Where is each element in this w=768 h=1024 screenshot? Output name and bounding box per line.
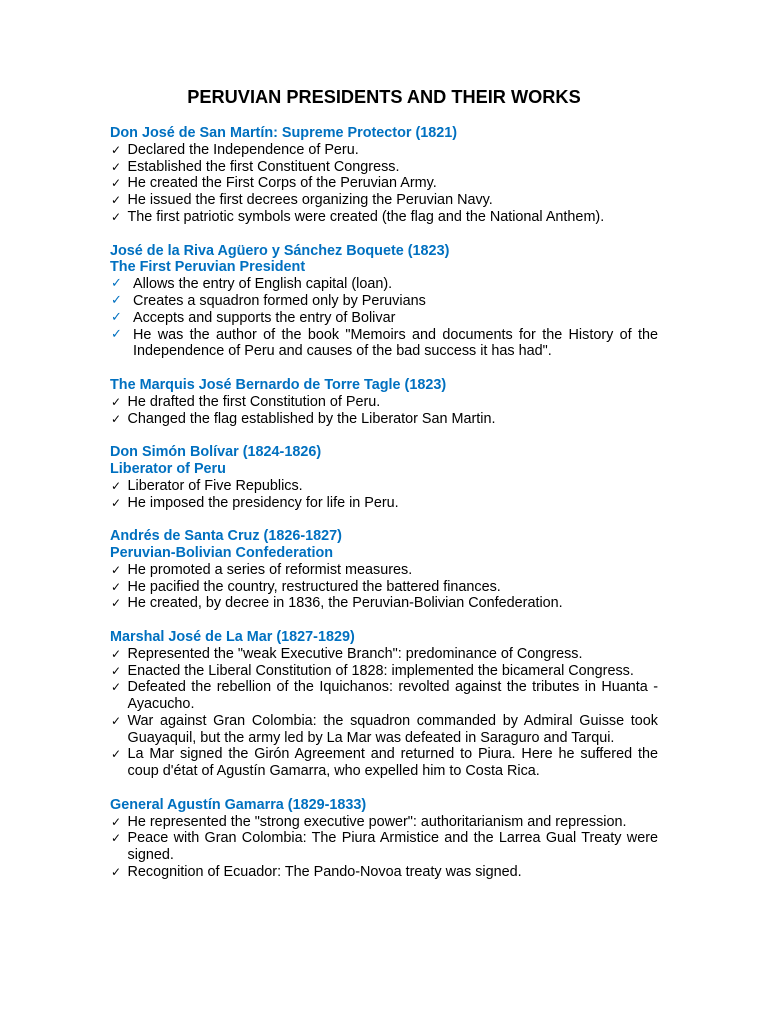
- checkmark-icon: ✓: [111, 831, 122, 846]
- list-item: [110, 562, 658, 579]
- achievement-list: [110, 142, 658, 226]
- section-san-martin: [110, 125, 658, 226]
- checkmark-icon: ✓: [111, 159, 122, 174]
- checkmark-icon: ✓: [111, 478, 122, 493]
- list-item: [110, 579, 658, 596]
- list-item: [110, 310, 658, 327]
- list-item-text: Represented the "weak Executive Branch": predominance of Congress.: [127, 645, 583, 662]
- list-item-text: Changed the flag established by the Liberator San Martin.: [127, 410, 496, 427]
- document-title: PERUVIAN PRESIDENTS AND THEIR WORKS: [187, 87, 581, 107]
- checkmark-icon: ✓: [111, 747, 122, 762]
- section-heading: Andrés de Santa Cruz (1826-1827): [110, 528, 342, 545]
- checkmark-icon: ✓: [111, 309, 122, 325]
- section-torre-tagle: [110, 377, 658, 427]
- list-item: [110, 276, 658, 293]
- list-item-text: The first patriotic symbols were created (the flag and the National Anthem).: [127, 208, 605, 225]
- list-item: [110, 159, 658, 176]
- checkmark-icon: ✓: [111, 193, 122, 208]
- list-item: [110, 327, 658, 361]
- checkmark-icon: ✓: [111, 663, 122, 678]
- achievement-list: [110, 814, 658, 881]
- checkmark-icon: ✓: [111, 276, 122, 292]
- list-item-text: Recognition of Ecuador: The Pando-Novoa treaty was signed.: [127, 864, 522, 881]
- list-item-text: Allows the entry of English capital (loan).: [133, 276, 393, 293]
- list-item-text: He created, by decree in 1836, the Peruvian-Bolivian Confederation.: [127, 595, 563, 612]
- checkmark-icon: ✓: [111, 713, 122, 728]
- checkmark-icon: ✓: [111, 680, 122, 695]
- list-item-text: Liberator of Five Republics.: [127, 477, 303, 494]
- list-item-text: He was the author of the book "Memoirs and documents for the History of the Independence of Peru and causes of the bad success it has had".: [133, 326, 658, 360]
- list-item: [110, 864, 658, 881]
- section-gamarra: [110, 797, 658, 881]
- section-heading: The Marquis José Bernardo de Torre Tagle (1823): [110, 376, 447, 393]
- list-item: [110, 830, 658, 864]
- checkmark-icon: ✓: [111, 865, 122, 880]
- list-item-text: La Mar signed the Girón Agreement and returned to Piura. Here he suffered the coup d'état of Agustín Gamarra, who expelled him to Costa Rica.: [127, 746, 658, 780]
- list-item-text: Established the first Constituent Congress.: [127, 158, 400, 175]
- section-heading: Don José de San Martín: Supreme Protector (1821): [110, 125, 458, 141]
- list-item-text: He created the First Corps of the Peruvian Army.: [127, 175, 437, 192]
- list-item: [110, 713, 658, 747]
- section-heading: Don Simón Bolívar (1824-1826): [110, 444, 322, 461]
- list-item: [110, 175, 658, 192]
- checkmark-icon: ✓: [111, 326, 122, 342]
- checkmark-icon: ✓: [111, 646, 122, 661]
- list-item: [110, 478, 658, 495]
- section-la-mar: [110, 629, 658, 780]
- list-item: [110, 209, 658, 226]
- checkmark-icon: ✓: [111, 562, 122, 577]
- list-item-text: Peace with Gran Colombia: The Piura Armistice and the Larrea Gual Treaty were signed.: [127, 830, 658, 864]
- list-item-text: He promoted a series of reformist measures.: [127, 561, 413, 578]
- list-item: [110, 411, 658, 428]
- list-item-text: He pacified the country, restructured the battered finances.: [127, 578, 501, 595]
- section-santa-cruz: [110, 528, 658, 612]
- section-heading: José de la Riva Agüero y Sánchez Boquete (1823): [110, 242, 450, 259]
- list-item-text: Accepts and supports the entry of Bolivar: [133, 309, 396, 326]
- checkmark-icon: ✓: [111, 394, 122, 409]
- section-heading: General Agustín Gamarra (1829-1833): [110, 796, 367, 813]
- list-item-text: He issued the first decrees organizing the Peruvian Navy.: [127, 192, 493, 209]
- achievement-list: [110, 276, 658, 360]
- section-heading: Marshal José de La Mar (1827-1829): [110, 628, 355, 645]
- section-bolivar: [110, 444, 658, 511]
- checkmark-icon: ✓: [111, 495, 122, 510]
- president-sections: [110, 125, 658, 881]
- checkmark-icon: ✓: [111, 596, 122, 611]
- list-item: [110, 495, 658, 512]
- checkmark-icon: ✓: [111, 292, 122, 308]
- list-item-text: Defeated the rebellion of the Iquichanos: revolted against the tributes in Huanta -Ayacucho.: [127, 679, 658, 713]
- list-item-text: He imposed the presidency for life in Peru.: [127, 494, 399, 511]
- section-subheading: Peruvian-Bolivian Confederation: [110, 544, 334, 561]
- list-item-text: Creates a squadron formed only by Peruvians: [133, 292, 426, 309]
- list-item: [110, 679, 658, 713]
- list-item-text: He represented the "strong executive power": authoritarianism and repression.: [127, 813, 627, 830]
- list-item: [110, 192, 658, 209]
- checkmark-icon: ✓: [111, 814, 122, 829]
- checkmark-icon: ✓: [111, 209, 122, 224]
- list-item-text: Enacted the Liberal Constitution of 1828: implemented the bicameral Congress.: [127, 662, 634, 679]
- achievement-list: [110, 478, 658, 512]
- section-subheading: Liberator of Peru: [110, 460, 226, 477]
- section-riva-aguero: [110, 243, 658, 361]
- list-item: [110, 394, 658, 411]
- list-item-text: Declared the Independence of Peru.: [127, 141, 359, 158]
- checkmark-icon: ✓: [111, 579, 122, 594]
- list-item: [110, 814, 658, 831]
- list-item: [110, 746, 658, 780]
- achievement-list: [110, 562, 658, 612]
- list-item-text: He drafted the first Constitution of Peru.: [127, 393, 381, 410]
- list-item: [110, 595, 658, 612]
- checkmark-icon: ✓: [111, 142, 122, 157]
- checkmark-icon: ✓: [111, 411, 122, 426]
- list-item: [110, 142, 658, 159]
- achievement-list: [110, 646, 658, 780]
- list-item: [110, 646, 658, 663]
- checkmark-icon: ✓: [111, 176, 122, 191]
- list-item: [110, 663, 658, 680]
- section-subheading: The First Peruvian President: [110, 259, 306, 276]
- list-item-text: War against Gran Colombia: the squadron commanded by Admiral Guisse took Guayaquil, but the army led by La Mar was defeated in Saraguro and Tarqui.: [127, 712, 658, 746]
- achievement-list: [110, 394, 658, 428]
- list-item: [110, 293, 658, 310]
